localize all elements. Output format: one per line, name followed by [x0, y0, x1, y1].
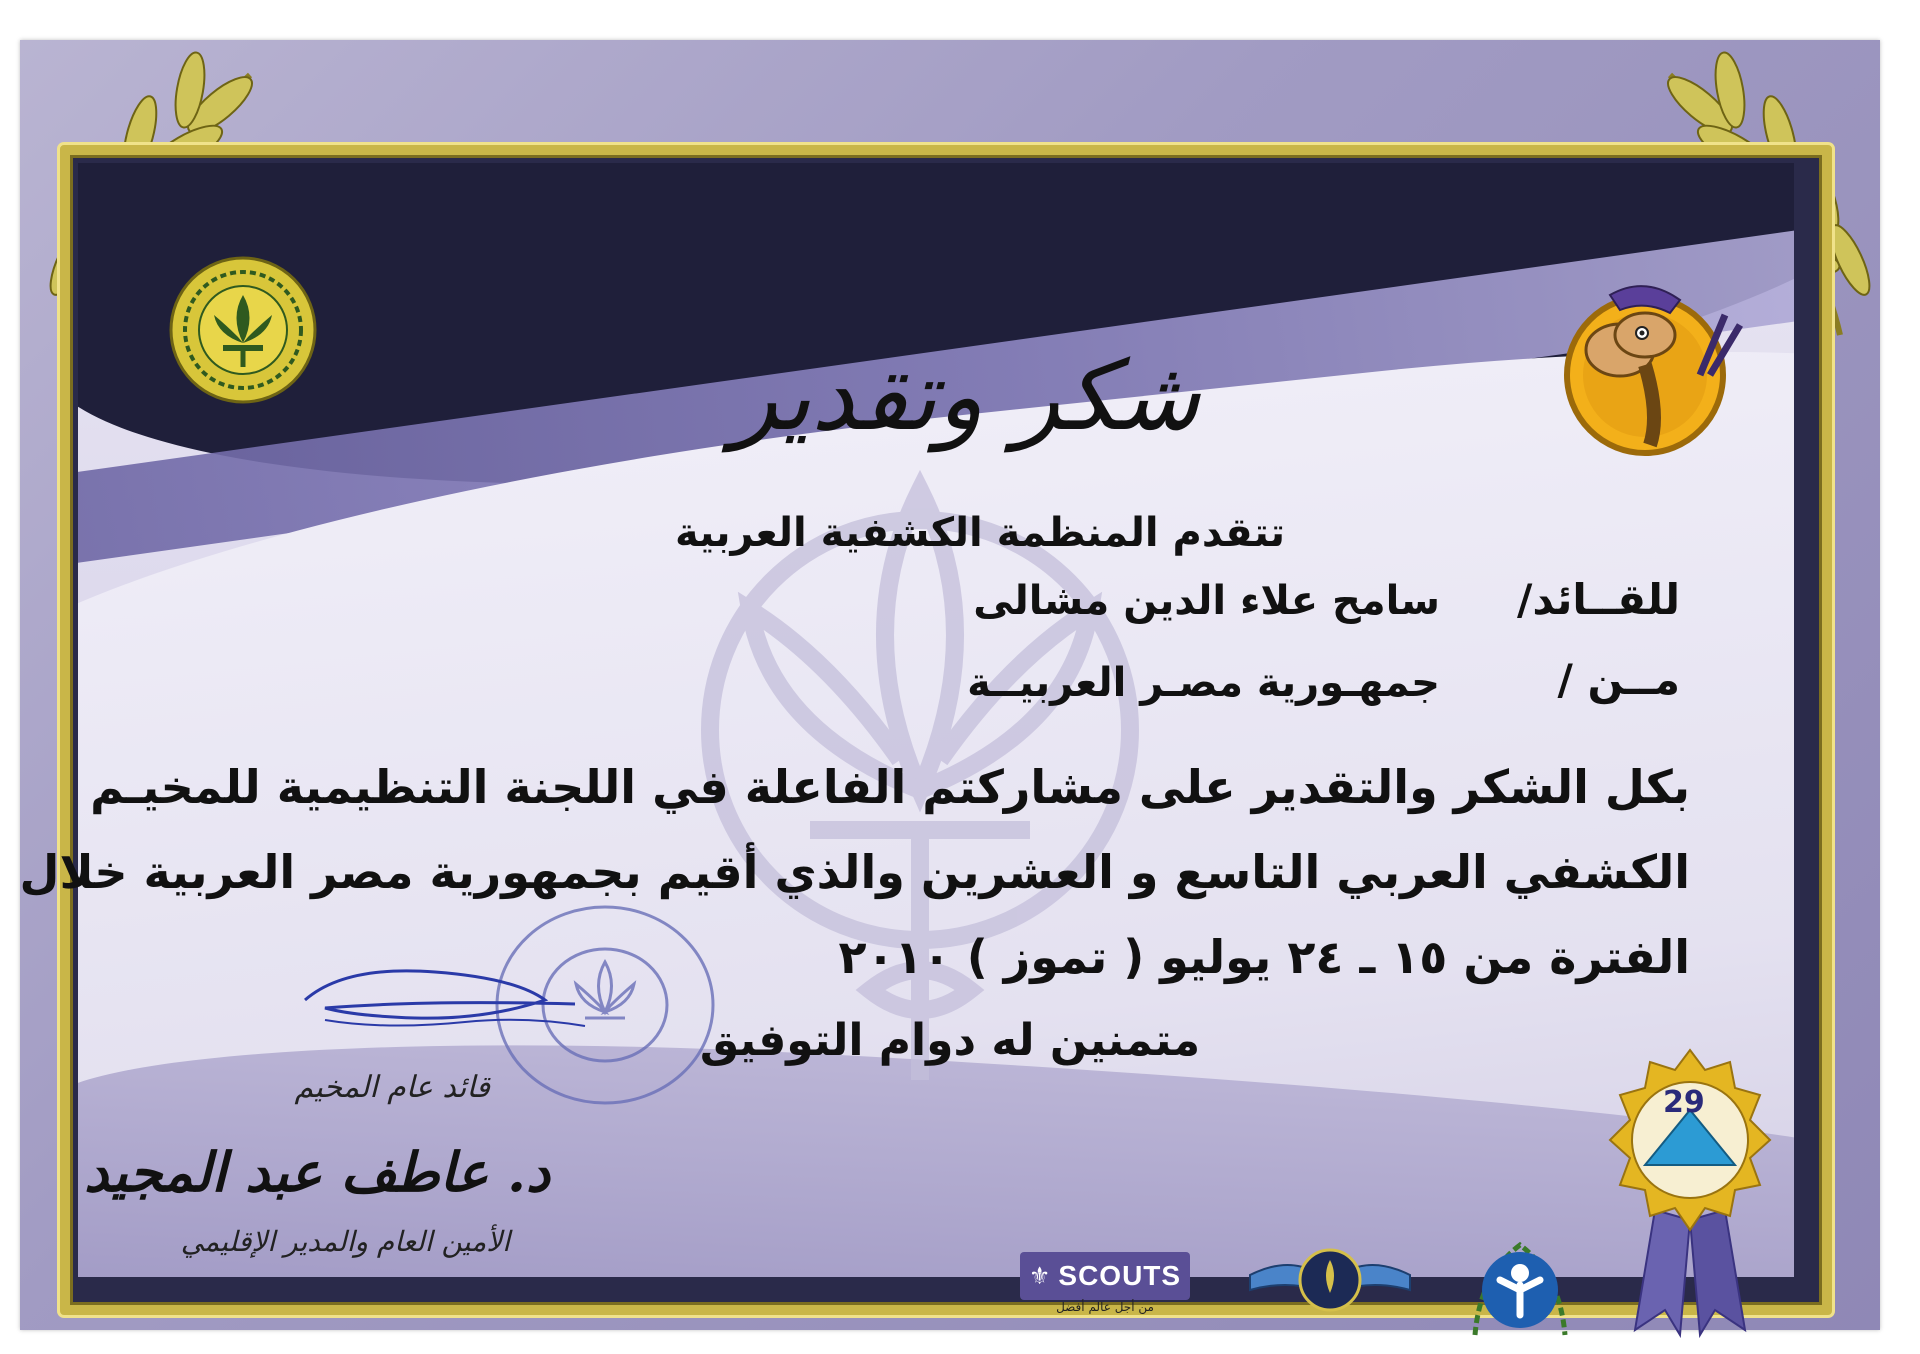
recipient-label: للقــائد/ — [1517, 575, 1680, 624]
signatory-title: الأمين العام والمدير الإقليمي — [180, 1225, 510, 1258]
signatory-role: قائد عام المخيم — [294, 1070, 490, 1105]
scouts-logo — [1020, 1252, 1190, 1300]
recipient-name: سامح علاء الدين مشالى — [973, 578, 1440, 624]
closing-line: متمنين له دوام التوفيق — [699, 1015, 1201, 1066]
camp-29-medal-icon — [1585, 1040, 1795, 1340]
handwritten-signature-icon — [285, 960, 595, 1040]
from-value: جمهـورية مصـر العربيــة — [967, 660, 1440, 706]
youth-organization-logo-icon — [1465, 1235, 1575, 1345]
certificate-title: شكر وتقدير — [731, 340, 1200, 452]
scouts-wordmark: SCOUTS — [1058, 1260, 1182, 1291]
signatory-name: د. عاطف عبد المجيد — [84, 1140, 550, 1204]
fleur-de-lis-icon: ⚜ — [1028, 1262, 1051, 1290]
camel-mascot-icon — [1550, 255, 1750, 475]
winged-scout-emblem-icon — [1240, 1235, 1420, 1325]
body-line-1: بكل الشكر والتقدير على مشاركتم الفاعلة في اللجنة التنظيمية للمخيـم — [90, 760, 1690, 814]
from-label: مــن / — [1557, 655, 1680, 704]
organization-line: تتقدم المنظمة الكشفية العربية — [674, 510, 1286, 556]
body-line-2: الكشفي العربي التاسع و العشرين والذي أقيم بجمهورية مصر العربية خلال — [19, 845, 1690, 899]
scouts-tagline: من أجل عالم أفضل — [1056, 1300, 1154, 1314]
medal-number: 29 — [1663, 1085, 1705, 1120]
arab-scout-emblem-icon — [168, 255, 318, 405]
body-line-3: الفترة من ١٥ ـ ٢٤ يوليو ( تموز ) ٢٠١٠ — [838, 930, 1690, 984]
